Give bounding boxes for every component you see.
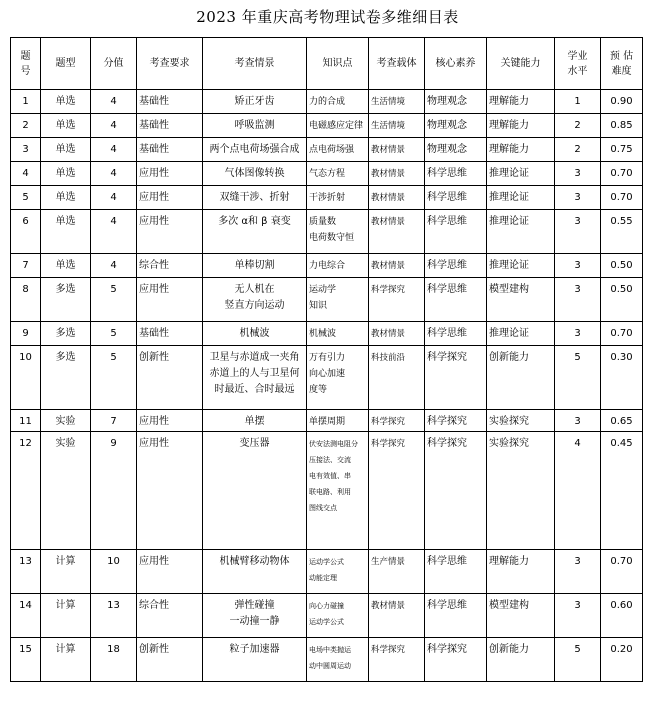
cell-core [425,210,487,254]
cell-difficulty: 0.50 [601,254,643,278]
cell-context-line: 多次 α和 β 衰变 [218,216,291,227]
cell-ability-line: 推理论证 [489,328,529,339]
cell-core-line: 物理观念 [427,96,467,107]
cell-carrier [369,322,425,346]
cell-core-line: 科学探究 [427,352,467,363]
cell-context-line: 双缝干涉、折射 [219,192,290,203]
cell-carrier [369,210,425,254]
cell-requirement: 基础性 [137,322,203,346]
cell-type: 单选 [41,114,91,138]
cell-score: 4 [91,90,137,114]
header-requirement: 考查要求 [137,38,203,90]
cell-ability-line: 推理论证 [489,168,529,179]
cell-knowledge-line: 运动学公式 [309,618,344,626]
cell-no: 1 [11,90,41,114]
cell-level: 3 [555,162,601,186]
cell-level: 4 [555,432,601,550]
cell-carrier [369,90,425,114]
cell-difficulty: 0.70 [601,186,643,210]
cell-knowledge [307,322,369,346]
cell-core [425,162,487,186]
cell-context [203,210,307,254]
cell-type: 单选 [41,90,91,114]
cell-carrier [369,594,425,638]
table-row [11,638,643,682]
cell-type: 单选 [41,186,91,210]
cell-no: 7 [11,254,41,278]
cell-core [425,278,487,322]
cell-no: 9 [11,322,41,346]
cell-core [425,410,487,432]
cell-knowledge-line: 动能定理 [309,574,337,582]
cell-requirement: 综合性 [137,594,203,638]
cell-ability [487,114,555,138]
cell-context-line: 时最近、合时最远 [214,384,295,395]
cell-context [203,90,307,114]
cell-score: 4 [91,186,137,210]
cell-core-line: 科学思维 [427,168,467,179]
cell-ability [487,90,555,114]
cell-ability [487,210,555,254]
cell-core [425,550,487,594]
header-context: 考查情景 [203,38,307,90]
cell-no: 12 [11,432,41,550]
cell-type: 多选 [41,346,91,410]
header-ability: 关键能力 [487,38,555,90]
cell-level: 3 [555,410,601,432]
cell-knowledge-line: 动中圆周运动 [309,662,351,670]
cell-score: 4 [91,254,137,278]
cell-context-line: 单摆 [244,416,265,427]
table-body [11,90,643,682]
cell-knowledge [307,186,369,210]
cell-knowledge [307,594,369,638]
cell-level: 3 [555,594,601,638]
cell-carrier-line: 生活情境 [371,97,406,107]
cell-carrier-line: 教材情景 [371,261,406,271]
cell-carrier-line: 科学探究 [371,439,406,449]
cell-carrier-line: 科学探究 [371,645,406,655]
cell-carrier [369,114,425,138]
cell-carrier-line: 教材情景 [371,169,406,179]
cell-carrier-line: 教材情景 [371,217,406,227]
cell-score: 7 [91,410,137,432]
cell-ability [487,432,555,550]
cell-core [425,432,487,550]
cell-knowledge [307,410,369,432]
table-row [11,90,643,114]
cell-knowledge-line: 知识 [309,301,328,311]
cell-requirement: 应用性 [137,278,203,322]
cell-ability [487,346,555,410]
cell-carrier [369,432,425,550]
cell-carrier [369,254,425,278]
cell-score: 5 [91,346,137,410]
cell-level: 5 [555,346,601,410]
cell-no: 6 [11,210,41,254]
cell-core [425,254,487,278]
cell-type: 计算 [41,550,91,594]
cell-ability-line: 实验探究 [489,416,529,427]
cell-carrier [369,638,425,682]
cell-context-line: 矫正牙齿 [234,96,275,107]
cell-context-line: 卫星与赤道成一夹角 [209,352,300,363]
cell-core-line: 科学思维 [427,260,467,271]
cell-knowledge-line: 电有效值、串 [309,472,351,480]
cell-context-line: 两个点电荷场强合成 [209,144,300,155]
cell-ability-line: 模型建构 [489,284,529,295]
cell-core [425,594,487,638]
cell-level: 3 [555,322,601,346]
cell-ability-line: 理解能力 [489,96,529,107]
cell-knowledge [307,638,369,682]
cell-knowledge [307,432,369,550]
table-row [11,162,643,186]
header-difficulty-line: 预 估 [609,50,634,62]
cell-level: 3 [555,186,601,210]
cell-ability [487,550,555,594]
cell-core [425,346,487,410]
cell-knowledge-line: 万有引力 [309,353,346,363]
cell-level: 3 [555,254,601,278]
cell-knowledge-line: 机械波 [309,329,337,339]
cell-score: 18 [91,638,137,682]
cell-carrier-line: 教材情景 [371,601,406,611]
cell-knowledge-line: 点电荷场强 [309,145,355,155]
cell-type: 单选 [41,254,91,278]
cell-ability [487,638,555,682]
table-row [11,410,643,432]
cell-context-line: 一动撞一静 [229,616,280,627]
cell-context-line: 气体图像转换 [224,168,285,179]
table-row [11,254,643,278]
table-row [11,138,643,162]
cell-context-line: 机械波 [239,328,270,339]
cell-knowledge [307,254,369,278]
cell-knowledge-line: 联电路、利用 [309,488,351,496]
cell-context [203,550,307,594]
cell-context-line: 机械臂移动物体 [219,556,290,567]
table-row [11,114,643,138]
cell-carrier-line: 教材情景 [371,145,406,155]
header-no-line: 题 [20,50,31,62]
cell-difficulty: 0.45 [601,432,643,550]
cell-requirement: 创新性 [137,638,203,682]
cell-difficulty: 0.20 [601,638,643,682]
cell-core-line: 科学思维 [427,192,467,203]
cell-ability [487,594,555,638]
cell-difficulty: 0.90 [601,90,643,114]
cell-difficulty: 0.60 [601,594,643,638]
cell-score: 5 [91,322,137,346]
cell-ability-line: 创新能力 [489,352,529,363]
cell-ability [487,254,555,278]
cell-requirement: 应用性 [137,410,203,432]
cell-context [203,432,307,550]
cell-score: 4 [91,162,137,186]
cell-knowledge [307,278,369,322]
cell-difficulty: 0.70 [601,550,643,594]
cell-score: 10 [91,550,137,594]
cell-carrier [369,186,425,210]
cell-score: 4 [91,114,137,138]
cell-context-line: 粒子加速器 [229,644,280,655]
cell-knowledge-line: 力的合成 [309,97,346,107]
cell-ability-line: 推理论证 [489,192,529,203]
cell-ability-line: 推理论证 [489,216,529,227]
header-no [11,38,41,90]
cell-carrier-line: 生活情境 [371,121,406,131]
header-difficulty [601,38,643,90]
table-row [11,278,643,322]
cell-context-line: 变压器 [239,438,270,449]
cell-context [203,162,307,186]
cell-carrier [369,346,425,410]
cell-core-line: 科学探究 [427,416,467,427]
cell-ability [487,278,555,322]
cell-difficulty: 0.30 [601,346,643,410]
cell-ability [487,162,555,186]
cell-core [425,114,487,138]
cell-ability [487,322,555,346]
cell-carrier [369,278,425,322]
header-level [555,38,601,90]
cell-context [203,410,307,432]
cell-core-line: 科学思维 [427,600,467,611]
cell-knowledge-line: 度等 [309,385,328,395]
cell-knowledge-line: 压接法、交流 [309,456,351,464]
cell-knowledge [307,138,369,162]
cell-knowledge-line: 电荷数守恒 [309,233,355,243]
cell-level: 3 [555,278,601,322]
header-level-line: 水平 [567,65,588,77]
cell-carrier [369,550,425,594]
cell-requirement: 综合性 [137,254,203,278]
cell-knowledge-line: 运动学公式 [309,558,344,566]
cell-no: 13 [11,550,41,594]
cell-requirement: 基础性 [137,90,203,114]
cell-knowledge [307,210,369,254]
cell-context [203,254,307,278]
cell-no: 3 [11,138,41,162]
cell-knowledge-line: 向心力碰撞 [309,602,344,610]
cell-core-line: 科学思维 [427,556,467,567]
cell-context [203,638,307,682]
cell-knowledge-line: 质量数 [309,217,337,227]
cell-difficulty: 0.50 [601,278,643,322]
cell-level: 2 [555,114,601,138]
cell-ability-line: 实验探究 [489,438,529,449]
cell-requirement: 应用性 [137,550,203,594]
table-row [11,210,643,254]
header-carrier: 考查载体 [369,38,425,90]
cell-context-line: 呼吸监测 [234,120,275,131]
cell-ability-line: 模型建构 [489,600,529,611]
cell-level: 3 [555,210,601,254]
cell-knowledge-line: 单摆周期 [309,417,346,427]
cell-no: 2 [11,114,41,138]
cell-context [203,346,307,410]
cell-core-line: 科学探究 [427,438,467,449]
cell-ability-line: 理解能力 [489,144,529,155]
cell-core-line: 科学思维 [427,328,467,339]
table-row [11,550,643,594]
header-score: 分值 [91,38,137,90]
cell-requirement: 基础性 [137,138,203,162]
cell-type: 单选 [41,162,91,186]
cell-context-line: 赤道上的人与卫星何 [209,368,300,379]
header-no-line: 号 [20,65,31,77]
cell-context-line: 单棒切割 [234,260,275,271]
cell-context-line: 弹性碰撞 [234,600,275,611]
header-knowledge: 知识点 [307,38,369,90]
cell-type: 单选 [41,210,91,254]
header-type: 题型 [41,38,91,90]
cell-no: 8 [11,278,41,322]
cell-carrier-line: 教材情景 [371,193,406,203]
cell-requirement: 应用性 [137,162,203,186]
cell-no: 10 [11,346,41,410]
cell-score: 5 [91,278,137,322]
cell-core [425,138,487,162]
cell-type: 计算 [41,638,91,682]
cell-no: 15 [11,638,41,682]
cell-knowledge [307,114,369,138]
cell-type: 计算 [41,594,91,638]
table-row [11,186,643,210]
cell-core [425,322,487,346]
cell-ability [487,186,555,210]
cell-knowledge [307,90,369,114]
cell-carrier-line: 科学探究 [371,417,406,427]
cell-core-line: 科学探究 [427,644,467,655]
cell-no: 14 [11,594,41,638]
cell-ability-line: 理解能力 [489,120,529,131]
cell-level: 5 [555,638,601,682]
cell-difficulty: 0.75 [601,138,643,162]
cell-knowledge [307,550,369,594]
cell-context [203,186,307,210]
cell-ability-line: 推理论证 [489,260,529,271]
header-core: 核心素养 [425,38,487,90]
cell-carrier-line: 科技前沿 [371,353,406,363]
table-row [11,322,643,346]
cell-carrier-line: 教材情景 [371,329,406,339]
cell-difficulty: 0.85 [601,114,643,138]
cell-context-line: 无人机在 [234,284,275,295]
page-title: 2023 年重庆高考物理试卷多维细目表 [196,8,459,26]
cell-level: 1 [555,90,601,114]
cell-knowledge-line: 向心加速 [309,369,346,379]
header-level-line: 学业 [567,50,588,62]
cell-level: 2 [555,138,601,162]
cell-no: 11 [11,410,41,432]
cell-knowledge-line: 力电综合 [309,261,346,271]
cell-score: 4 [91,138,137,162]
cell-core-line: 科学思维 [427,216,467,227]
cell-type: 实验 [41,432,91,550]
cell-difficulty: 0.65 [601,410,643,432]
cell-context [203,278,307,322]
cell-carrier [369,162,425,186]
cell-score: 4 [91,210,137,254]
cell-score: 9 [91,432,137,550]
cell-ability [487,138,555,162]
cell-requirement: 应用性 [137,210,203,254]
header-difficulty-line: 难度 [611,65,632,77]
cell-core [425,186,487,210]
cell-requirement: 应用性 [137,432,203,550]
cell-type: 单选 [41,138,91,162]
cell-knowledge-line: 伏安法测电阻分 [309,440,358,448]
cell-context-line: 竖直方向运动 [224,300,285,311]
cell-knowledge-line: 气态方程 [309,169,346,179]
cell-no: 4 [11,162,41,186]
cell-context [203,322,307,346]
cell-carrier-line: 科学探究 [371,285,406,295]
cell-requirement: 应用性 [137,186,203,210]
cell-context [203,114,307,138]
table-row [11,432,643,550]
cell-requirement: 基础性 [137,114,203,138]
cell-core-line: 科学思维 [427,284,467,295]
cell-core [425,638,487,682]
cell-ability-line: 理解能力 [489,556,529,567]
cell-type: 多选 [41,278,91,322]
header-row [11,38,643,90]
cell-core-line: 物理观念 [427,144,467,155]
cell-core [425,90,487,114]
cell-context [203,138,307,162]
cell-requirement: 创新性 [137,346,203,410]
cell-carrier [369,410,425,432]
detail-table [10,37,643,682]
cell-knowledge-line: 电磁感应定律 [309,121,364,131]
cell-difficulty: 0.55 [601,210,643,254]
cell-knowledge-line: 电场中类抛运 [309,646,351,654]
cell-difficulty: 0.70 [601,162,643,186]
cell-level: 3 [555,550,601,594]
cell-score: 13 [91,594,137,638]
cell-knowledge-line: 图线交点 [309,504,337,512]
cell-knowledge [307,162,369,186]
cell-core-line: 物理观念 [427,120,467,131]
cell-knowledge-line: 运动学 [309,285,337,295]
cell-ability [487,410,555,432]
cell-knowledge [307,346,369,410]
table-row [11,594,643,638]
cell-carrier-line: 生产情景 [371,557,406,567]
table-row [11,346,643,410]
cell-type: 多选 [41,322,91,346]
cell-carrier [369,138,425,162]
cell-difficulty: 0.70 [601,322,643,346]
cell-ability-line: 创新能力 [489,644,529,655]
cell-context [203,594,307,638]
cell-type: 实验 [41,410,91,432]
cell-knowledge-line: 干涉折射 [309,193,346,203]
cell-no: 5 [11,186,41,210]
